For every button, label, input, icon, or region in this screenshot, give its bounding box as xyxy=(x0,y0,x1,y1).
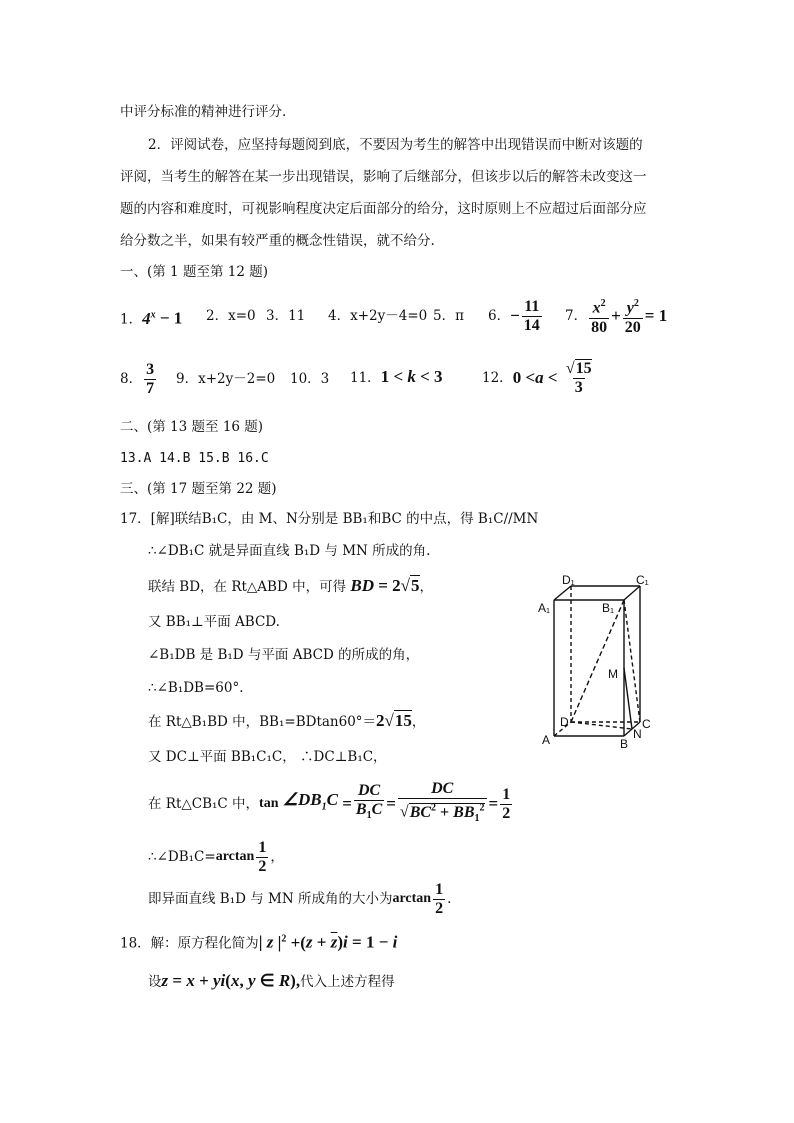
answer-3: 3．11 xyxy=(266,308,306,324)
edge-a1-d1 xyxy=(554,586,571,600)
q17-line-2: ∴∠DB₁C 就是异面直线 B₁D 与 MN 所成的角. xyxy=(148,543,431,559)
q17-line-11: 即异面直线 B₁D 与 MN 所成角的大小为 arctan $\frac{1}{2}$ . xyxy=(148,880,452,917)
segment-d-n xyxy=(571,722,632,729)
label-b: B xyxy=(620,737,629,751)
answer-8: 8． $\frac{3}{7}$ xyxy=(120,360,155,397)
q17-line-6: ∴∠B₁DB=60°. xyxy=(148,680,244,696)
q17-line-1: 17．[解]联结B₁C，由 M、N分别是 BB₁和BC 的中点，得 B₁C//MN xyxy=(120,511,539,527)
q17-line-5: ∠B₁DB 是 B₁D 与平面 ABCD 的所成的角， xyxy=(148,647,420,663)
segment-b1-c xyxy=(624,600,640,722)
q17-line-10: ∴∠DB₁C= arctan $\frac{1}{2}$ ， xyxy=(148,838,284,875)
q17-line-7: 在 Rt△B₁BD 中，BB₁=BDtan60°＝2√15， xyxy=(148,711,426,730)
q17-line-4: 又 BB₁⊥平面 ABCD. xyxy=(148,614,280,630)
answer-6: 6． − $\frac{11}{14}$ xyxy=(488,297,540,334)
q17-line-3: 联结 BD，在 Rt△ABD 中，可得 BD = 2√5， xyxy=(148,576,434,595)
intro-line-5: 给分数之半，如果有较严重的概念性错误，就不给分. xyxy=(120,233,435,249)
q17-line-9: 在 Rt△CB₁C 中， tan $\angle DB_1C$ = $\frac{DC}{B_1C}$ = $\frac{DC}{√BC^2 + BB_1^2}$ = $\frac{1}{2}$ xyxy=(148,780,514,828)
answer-12: 12． 0 < a < $\frac{√15}{3}$ xyxy=(482,359,592,396)
edge-b1-c1 xyxy=(624,586,640,600)
label-n: N xyxy=(633,727,642,741)
label-d: D xyxy=(560,715,569,729)
answer-9: 9．x+2y－2=0 xyxy=(176,371,276,387)
answer-2: 2．x=0 xyxy=(206,308,256,324)
answer-11: 11．1 < k < 3 xyxy=(350,367,443,386)
label-c1: C₁ xyxy=(636,574,649,587)
q17-line-8: 又 DC⊥平面 BB₁C₁C， ∴DC⊥B₁C， xyxy=(148,749,387,765)
section2-heading: 二、(第 13 题至 16 题) xyxy=(120,419,264,435)
label-a: A xyxy=(542,733,551,747)
section3-heading: 三、(第 17 题至第 22 题) xyxy=(120,481,277,497)
label-a1: A₁ xyxy=(538,601,551,615)
label-d1: D₁ xyxy=(562,574,575,587)
segment-b1-d xyxy=(571,600,624,722)
label-m: M xyxy=(608,667,618,681)
segment-m-n xyxy=(624,668,632,729)
cuboid-figure xyxy=(538,574,658,754)
section1-heading: 一、(第 1 题至第 12 题) xyxy=(120,264,268,280)
label-b1: B₁ xyxy=(602,601,615,615)
intro-line-4: 题的内容和难度时，可视影响程度决定后面部分的给分，这时原则上不应超过后面部分应 xyxy=(120,201,647,217)
answer-4: 4．x+2y－4=0 xyxy=(328,308,428,324)
answer-10: 10．3 xyxy=(290,371,330,387)
answer-5: 5．π xyxy=(433,308,464,324)
q18-line-2: 设z = x + yi(x, y ∈ R),代入上述方程得 xyxy=(148,971,395,990)
fraction-11-14: $\frac{11}{14}$ xyxy=(523,297,540,334)
intro-line-1: 中评分标准的精神进行评分. xyxy=(120,104,287,120)
answer-7: 7． $\frac{x^2}{80}$ + $\frac{y^2}{20}$ = 1 xyxy=(565,298,668,336)
intro-line-3: 评阅，当考生的解答在某一步出现错误，影响了后继部分，但该步以后的解答未改变这一 xyxy=(120,169,647,185)
answer-1: 1．$4^x - 1$ xyxy=(120,308,183,328)
q18-line-1: 18．解：原方程化简为| z $|^2 +(z + \overline{z})i = 1 - i$ xyxy=(120,932,398,952)
label-c: C xyxy=(642,717,651,731)
intro-line-2: 2．评阅试卷，应坚持每题阅到底，不要因为考生的解答中出现错误而中断对该题的 xyxy=(148,137,643,153)
section2-answers: 13.A 14.B 15.B 16.C xyxy=(120,451,269,466)
